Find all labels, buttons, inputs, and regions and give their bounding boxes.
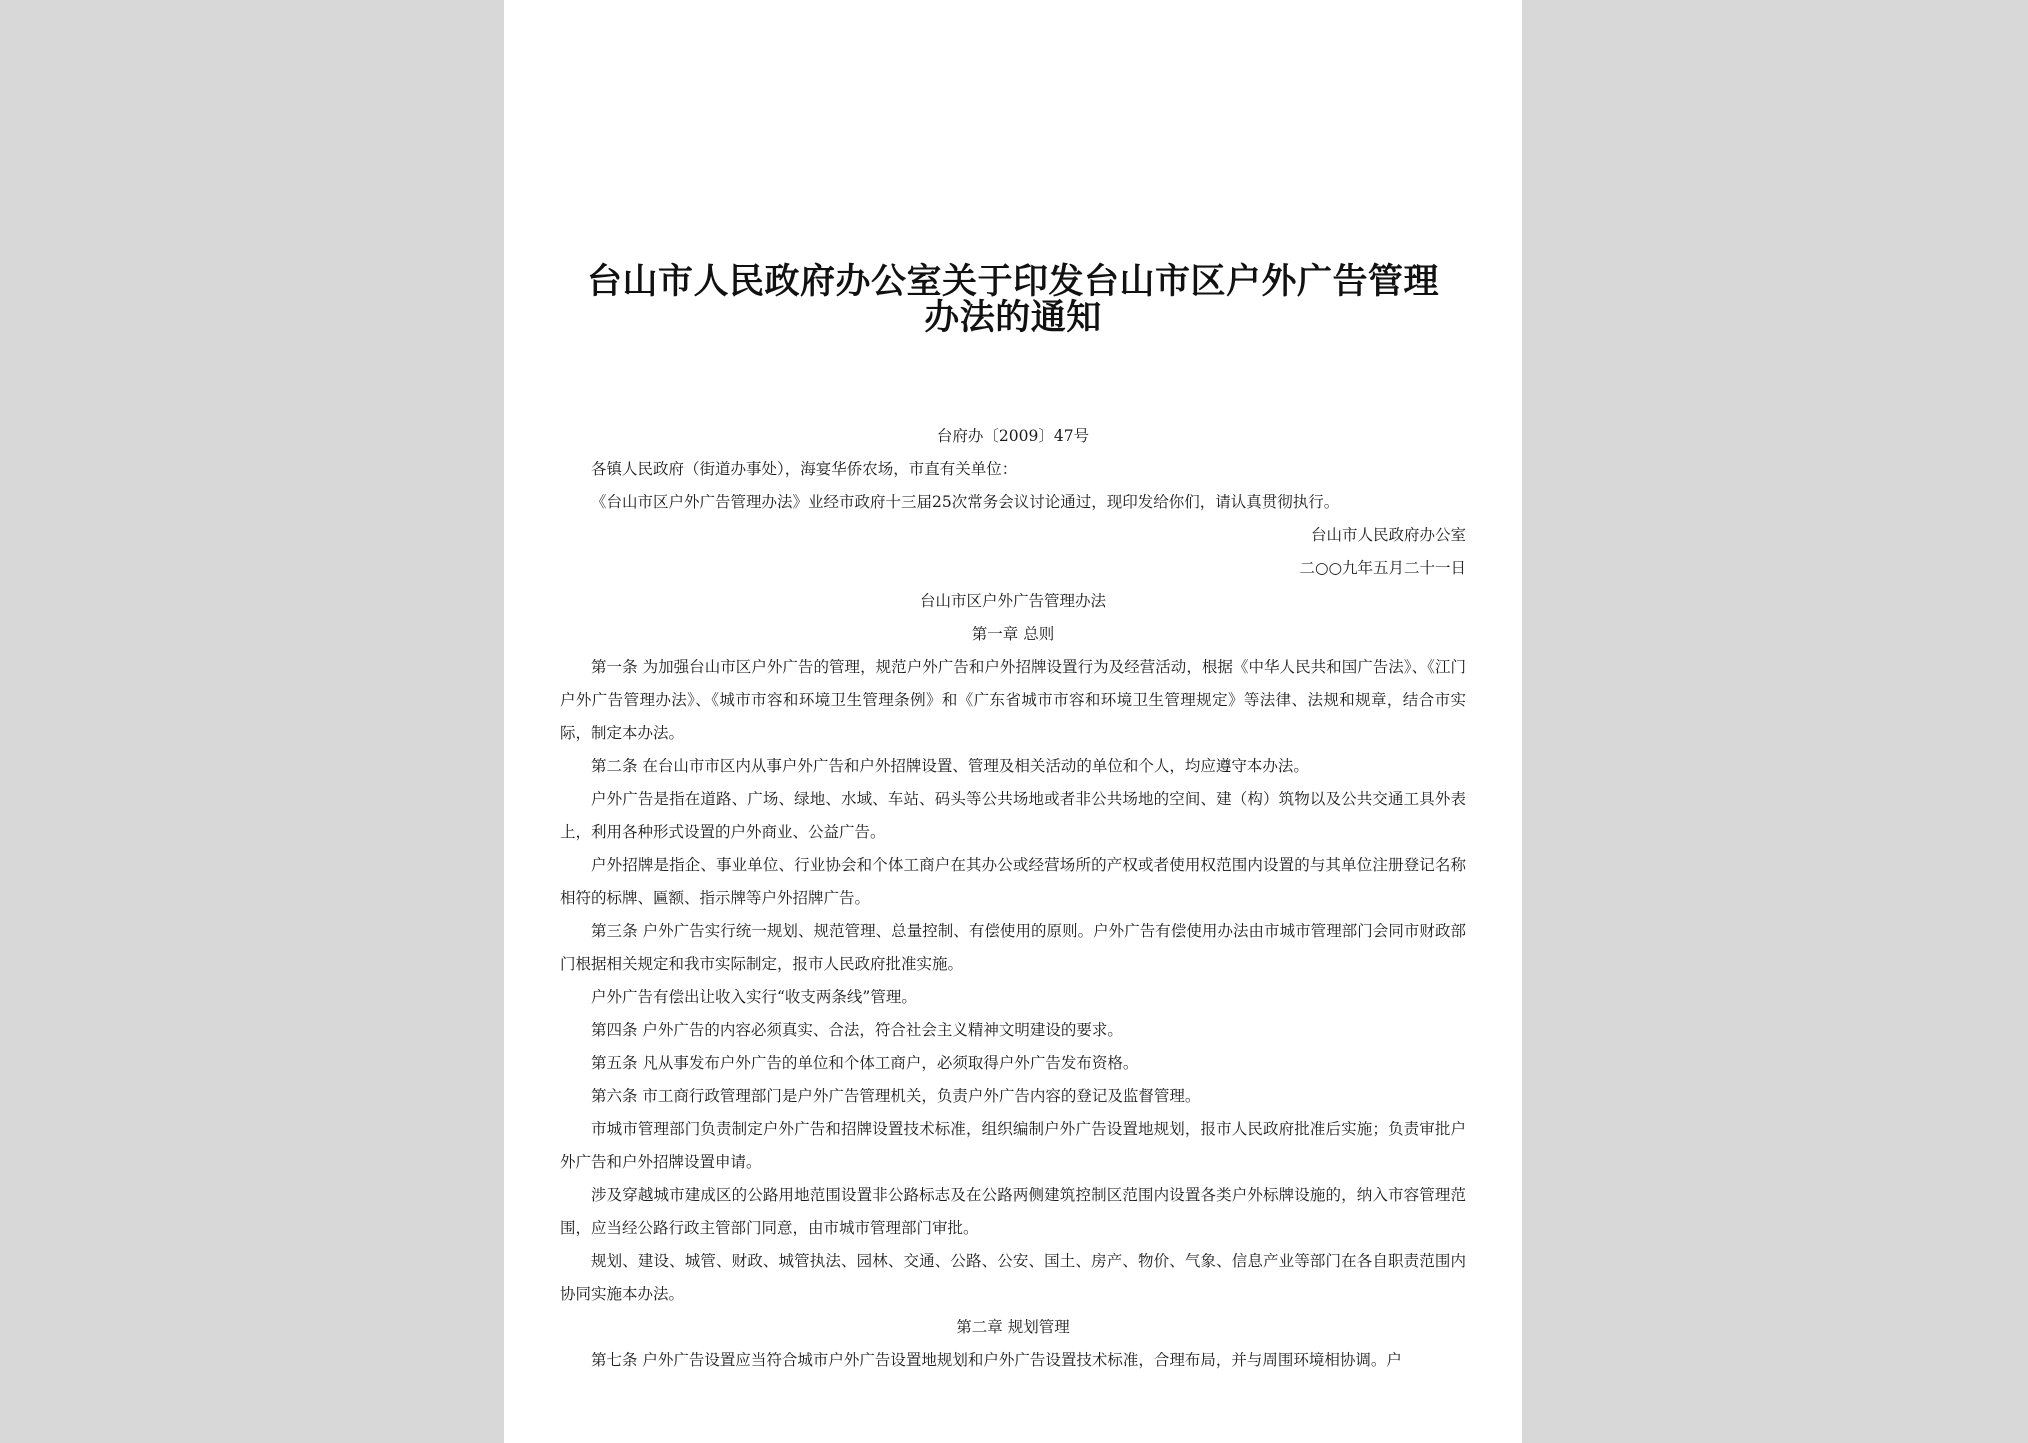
document-number: 台府办〔2009〕47号 bbox=[936, 427, 1090, 445]
paragraph: 第一条 为加强台山市区户外广告的管理，规范户外广告和户外招牌设置行为及经营活动，根据《中华人民共和国广告法》、《江门户外广告管理办法》、《城市市容和环境卫生管理条例》和《广东省城市市容和环境卫生管理规定》等法律、法规和规章，结合市实际，制定本办法。 bbox=[560, 658, 1466, 742]
chapter-heading: 第二章 规划管理 bbox=[956, 1318, 1070, 1336]
paragraph: 户外广告有偿出让收入实行“收支两条线”管理。 bbox=[591, 988, 917, 1006]
paragraph: 第三条 户外广告实行统一规划、规范管理、总量控制、有偿使用的原则。户外广告有偿使用办法由市城市管理部门会同市财政部门根据相关规定和我市实际制定，报市人民政府批准实施。 bbox=[560, 922, 1466, 973]
paragraph: 第四条 户外广告的内容必须真实、合法，符合社会主义精神文明建设的要求。 bbox=[591, 1021, 1123, 1039]
paragraph: 第五条 凡从事发布户外广告的单位和个体工商户，必须取得户外广告发布资格。 bbox=[591, 1054, 1139, 1072]
paragraph: 市城市管理部门负责制定户外广告和招牌设置技术标准，组织编制户外广告设置地规划，报市人民政府批准后实施；负责审批户外广告和户外招牌设置申请。 bbox=[560, 1120, 1466, 1171]
chapter-heading: 第一章 总则 bbox=[971, 625, 1055, 643]
paragraph: 第二条 在台山市市区内从事户外广告和户外招牌设置、管理及相关活动的单位和个人，均应遵守本办法。 bbox=[591, 757, 1309, 775]
paragraph: 规划、建设、城管、财政、城管执法、园林、交通、公路、公安、国土、房产、物价、气象、信息产业等部门在各自职责范围内协同实施本办法。 bbox=[560, 1252, 1466, 1303]
paragraph: 户外广告是指在道路、广场、绿地、水域、车站、码头等公共场地或者非公共场地的空间、建（构）筑物以及公共交通工具外表上，利用各种形式设置的户外商业、公益广告。 bbox=[560, 790, 1466, 841]
document-title: 台山市人民政府办公室关于印发台山市区户外广告管理办法的通知 bbox=[586, 261, 1439, 338]
paragraph: 涉及穿越城市建成区的公路用地范围设置非公路标志及在公路两侧建筑控制区范围内设置各类户外标牌设施的，纳入市容管理范围，应当经公路行政主管部门同意，由市城市管理部门审批。 bbox=[560, 1186, 1466, 1237]
document-body bbox=[560, 420, 1466, 1377]
recipients-line: 各镇人民政府（街道办事处），海宴华侨农场，市直有关单位： bbox=[591, 460, 1018, 478]
paragraph: 第六条 市工商行政管理部门是户外广告管理机关，负责户外广告内容的登记及监督管理。 bbox=[591, 1087, 1201, 1105]
issuer-signature: 台山市人民政府办公室 bbox=[1310, 526, 1466, 544]
paragraph: 第七条 户外广告设置应当符合城市户外广告设置地规划和户外广告设置技术标准，合理布局，并与周围环境相协调。户 bbox=[591, 1351, 1402, 1369]
regulation-title: 台山市区户外广告管理办法 bbox=[919, 592, 1106, 610]
issue-date: 二○○九年五月二十一日 bbox=[1299, 559, 1466, 577]
intro-paragraph: 《台山市区户外广告管理办法》业经市政府十三届25次常务会议讨论通过，现印发给你们，请认真贯彻执行。 bbox=[591, 493, 1340, 511]
document-page bbox=[504, 0, 1522, 1443]
paragraph: 户外招牌是指企、事业单位、行业协会和个体工商户在其办公或经营场所的产权或者使用权范围内设置的与其单位注册登记名称相符的标牌、匾额、指示牌等户外招牌广告。 bbox=[560, 856, 1466, 907]
